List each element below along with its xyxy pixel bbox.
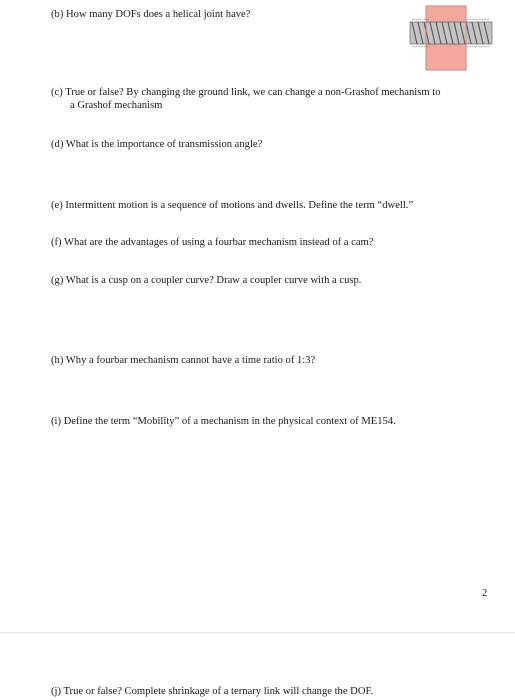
- helical-joint-figure: [408, 4, 494, 72]
- question-j: (j) True or false? Complete shrinkage of a ternary link will change the DOF.: [51, 686, 374, 697]
- question-g: (g) What is a cusp on a coupler curve? Draw a coupler curve with a cusp.: [51, 275, 362, 286]
- question-c: [51, 86, 441, 112]
- question-e: (e) Intermittent motion is a sequence of motions and dwells. Define the term “dwell.”: [51, 200, 414, 211]
- page-number: 2: [482, 588, 488, 599]
- question-b: (b) How many DOFs does a helical joint have?: [51, 9, 251, 20]
- question-d: (d) What is the importance of transmission angle?: [51, 139, 263, 150]
- question-i: (i) Define the term “Mobility” of a mechanism in the physical context of ME154.: [51, 416, 396, 427]
- page-separator: [0, 632, 515, 633]
- question-c-line1: (c) True or false? By changing the ground link, we can change a non-Grashof mechanism to: [51, 87, 441, 98]
- question-f: (f) What are the advantages of using a fourbar mechanism instead of a cam?: [51, 237, 374, 248]
- question-c-line2: a Grashof mechanism: [70, 100, 163, 111]
- helical-screw-joint-icon: [410, 6, 492, 70]
- question-h: (h) Why a fourbar mechanism cannot have a time ratio of 1:3?: [51, 355, 316, 366]
